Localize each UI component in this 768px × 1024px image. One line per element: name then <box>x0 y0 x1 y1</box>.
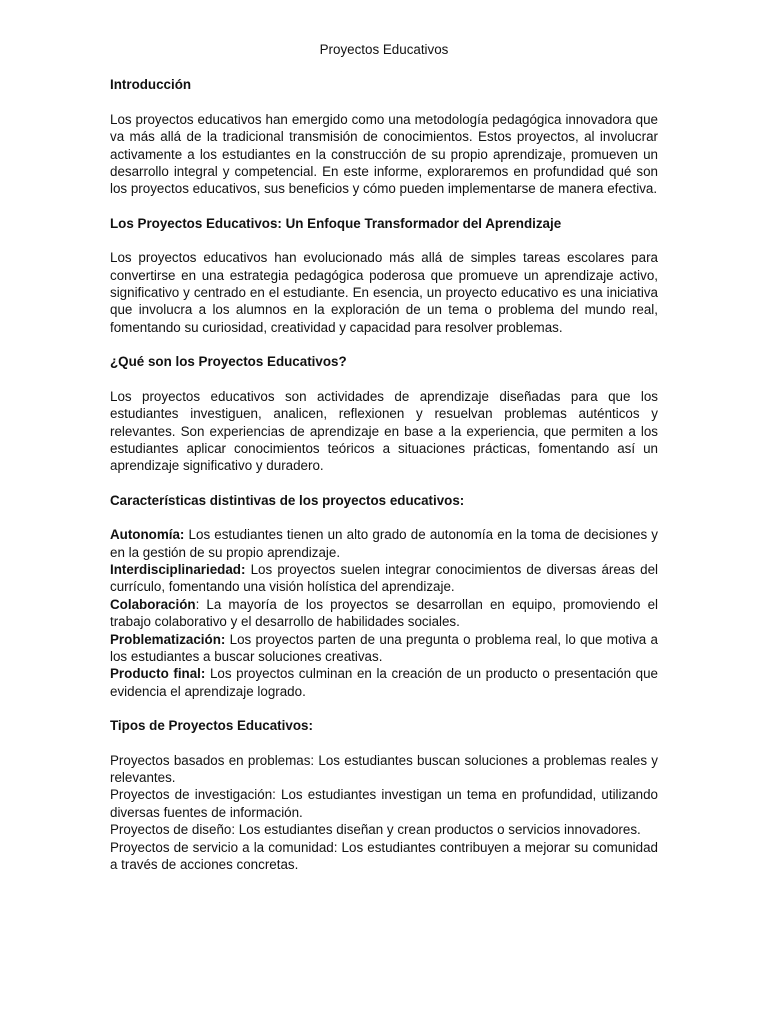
section4-heading: Tipos de Proyectos Educativos: <box>110 718 313 734</box>
characteristic-text: Los proyectos suelen integrar conocimientos de diversas áreas del currículo, fomentando una visión holística del aprendizaje. <box>110 561 658 595</box>
characteristic-term: Autonomía: <box>110 527 185 543</box>
section3-heading: Características distintivas de los proyectos educativos: <box>110 492 465 508</box>
project-type-item: Proyectos de diseño: Los estudiantes diseñan y crean productos o servicios innovadores. <box>110 822 641 838</box>
characteristic-text: Los proyectos culminan en la creación de un producto o presentación que evidencia el aprendizaje logrado. <box>110 666 658 699</box>
characteristic-text: : La mayoría de los proyectos se desarrollan en equipo, promoviendo el trabajo colaborativo y el desarrollo de habilidades sociales. <box>110 596 658 630</box>
document-title: Proyectos Educativos <box>319 42 449 57</box>
intro-paragraph: Los proyectos educativos han emergido como una metodología pedagógica innovadora que va más allá de la tradicional transmisión de conocimientos. Estos proyectos, al involucrar activamente a los estudiantes en la construcción de su propio aprendizaje, promueven un desarrollo integral y competencial. En este informe, exploraremos en profundidad qué son los proyectos educativos, sus beneficios y cómo pueden implementarse de manera efectiva. <box>110 111 658 197</box>
characteristic-term: Problematización: <box>110 631 226 647</box>
section2-heading: ¿Qué son los Proyectos Educativos? <box>110 354 347 370</box>
characteristic-term: Colaboración <box>110 596 196 612</box>
characteristic-item <box>110 596 658 631</box>
document-page <box>110 41 658 890</box>
characteristic-term: Producto final: <box>110 666 206 682</box>
project-type-item: Proyectos de servicio a la comunidad: Los estudiantes contribuyen a mejorar su comunidad a través de acciones concretas. <box>110 839 658 873</box>
characteristic-text: Los estudiantes tienen un alto grado de autonomía en la toma de decisiones y en la gestión de su propio aprendizaje. <box>110 527 658 560</box>
section1-heading: Los Proyectos Educativos: Un Enfoque Transformador del Aprendizaje <box>110 215 562 231</box>
project-types-list <box>110 752 658 874</box>
characteristic-term: Interdisciplinariedad: <box>110 561 246 577</box>
characteristic-item <box>110 561 658 596</box>
intro-heading: Introducción <box>110 77 192 93</box>
characteristics-list <box>110 526 658 700</box>
project-type-item: Proyectos de investigación: Los estudiantes investigan un tema en profundidad, utilizando diversas fuentes de información. <box>110 787 658 820</box>
characteristic-item <box>110 631 658 666</box>
section1-paragraph: Los proyectos educativos han evolucionado más allá de simples tareas escolares para convertirse en una estrategia pedagógica poderosa que promueve un aprendizaje activo, significativo y centrado en el estudiante. En esencia, un proyecto educativo es una iniciativa que involucra a los alumnos en la exploración de un tema o problema del mundo real, fomentando su curiosidad, creatividad y capacidad para resolver problemas. <box>110 250 658 335</box>
characteristic-item <box>110 526 658 561</box>
section2-paragraph: Los proyectos educativos son actividades de aprendizaje diseñadas para que los estudiantes investiguen, analicen, reflexionen y resuelvan problemas auténticos y relevantes. Son experiencias de aprendizaje en base a la experiencia, que permiten a los estudiantes aplicar conocimientos teóricos a situaciones prácticas, fomentando así un aprendizaje significativo y duradero. <box>110 388 658 474</box>
project-type-item: Proyectos basados en problemas: Los estudiantes buscan soluciones a problemas reales y relevantes. <box>110 752 658 785</box>
characteristic-text: Los proyectos parten de una pregunta o problema real, lo que motiva a los estudiantes a buscar soluciones creativas. <box>110 631 658 664</box>
characteristic-item <box>110 665 658 700</box>
